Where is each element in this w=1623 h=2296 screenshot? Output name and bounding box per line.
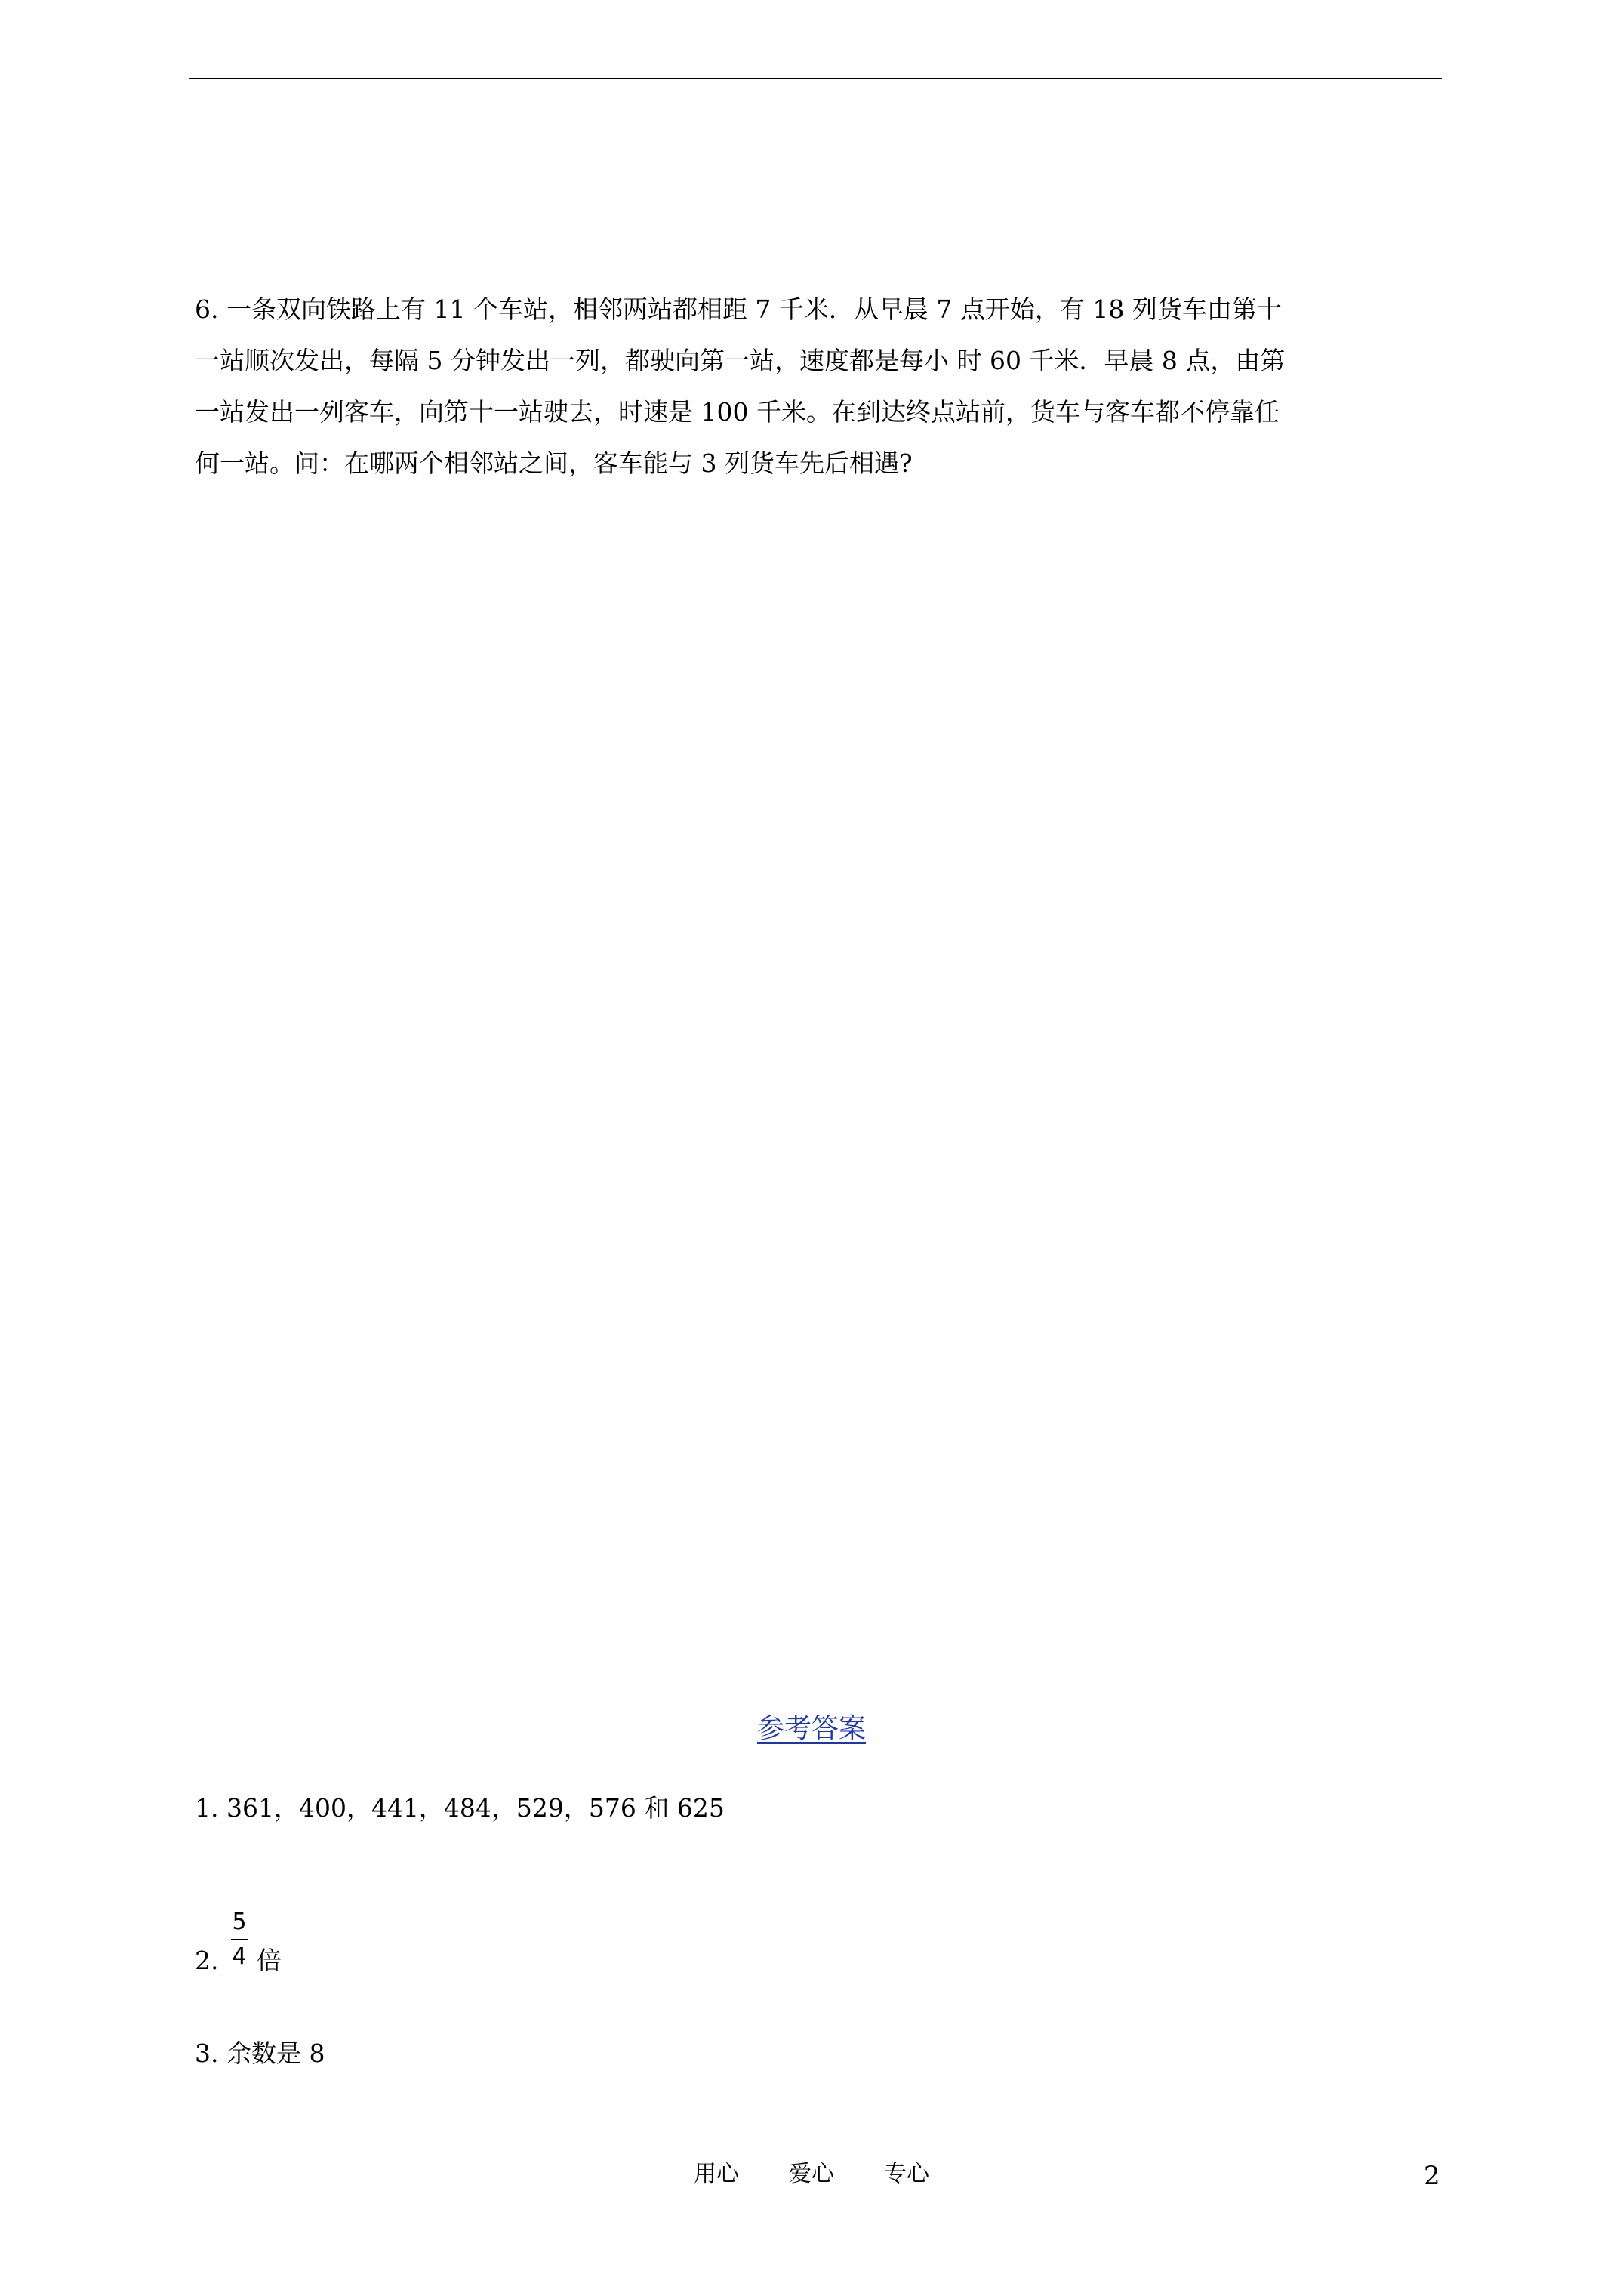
fraction-bar — [231, 1939, 248, 1940]
page-number: 2 — [1424, 2161, 1440, 2191]
answers-heading — [0, 1710, 1623, 1748]
fraction-numerator: 5 — [232, 1909, 247, 1935]
question-line: 一站发出一列客车，向第十一站驶去，时速是 100 千米。在到达终点站前，货车与客车都不停靠任 — [195, 397, 1280, 427]
question-6 — [195, 284, 1448, 489]
answer-2-prefix: 2. — [195, 1946, 226, 1975]
question-line: 何一站。问：在哪两个相邻站之间，客车能与 3 列货车先后相遇? — [195, 448, 913, 478]
footer-motto-item: 爱心 — [789, 2161, 834, 2187]
answer-1: 1. 361，400，441，484，529，576 和 625 — [195, 1793, 725, 1823]
answer-3: 3. 余数是 8 — [195, 2039, 325, 2068]
answer-2-suffix: 倍 — [256, 1946, 282, 1975]
header-rule — [189, 78, 1442, 79]
question-line: 一站顺次发出，每隔 5 分钟发出一列，都驶向第一站，速度都是每小 时 60 千米．早晨 8 点，由第 — [195, 346, 1286, 375]
footer-motto — [0, 2158, 1623, 2191]
answers-heading-text: 参考答案 — [756, 1713, 866, 1744]
footer-motto-item: 用心 — [694, 2161, 739, 2187]
fraction-denominator: 4 — [232, 1943, 247, 1970]
fraction — [231, 1909, 248, 1971]
question-line: 6. 一条双向铁路上有 11 个车站，相邻两站都相距 7 千米．从早晨 7 点开始，有 18 列货车由第十 — [195, 294, 1282, 324]
answer-2 — [195, 1909, 282, 1993]
footer-motto-item: 专心 — [884, 2161, 929, 2187]
